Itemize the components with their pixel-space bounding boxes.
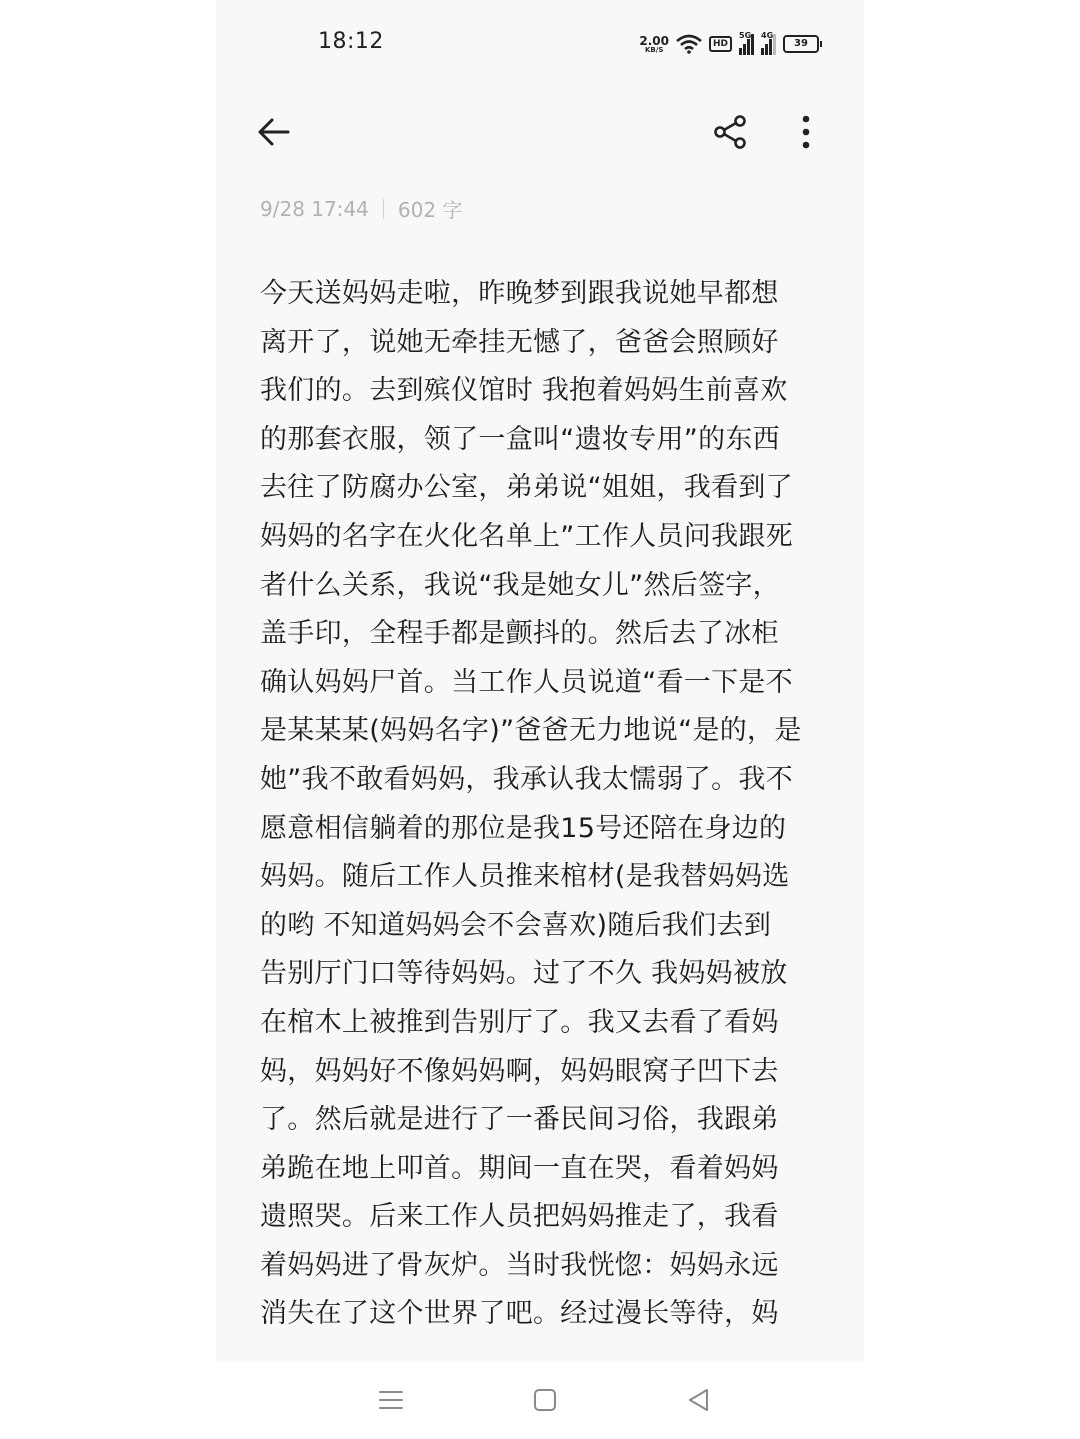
- wifi-icon: [676, 34, 702, 54]
- note-line: 离开了，说她无牵挂无憾了，爸爸会照顾好: [260, 326, 779, 358]
- note-line: 的那套衣服，领了一盒叫“遗妆专用”的东西: [260, 423, 780, 455]
- more-button[interactable]: [794, 113, 818, 151]
- note-line: 她”我不敢看妈妈，我承认我太懦弱了。我不: [260, 763, 793, 795]
- phone-screen: [216, 0, 864, 1361]
- nav-back-button[interactable]: [684, 1385, 714, 1415]
- note-line: 消失在了这个世界了吧。经过漫长等待，妈: [260, 1298, 779, 1330]
- note-line: 弟跪在地上叩首。期间一直在哭，看着妈妈: [260, 1152, 779, 1184]
- battery-icon: [783, 35, 822, 53]
- navigation-bar: [216, 1361, 864, 1439]
- note-line: 确认妈妈尸首。当工作人员说道“看一下是不: [260, 666, 793, 698]
- note-line: 妈妈。随后工作人员推来棺材(是我替妈妈选: [260, 861, 790, 893]
- note-date: 9/28 17:44: [260, 196, 369, 221]
- home-button[interactable]: [530, 1385, 560, 1415]
- net-speed-indicator: [639, 35, 669, 54]
- meta-divider: [383, 199, 384, 219]
- note-line: 是某某某(妈妈名字)”爸爸无力地说“是的，是: [260, 715, 802, 747]
- hd-icon: HD: [709, 36, 732, 52]
- status-time: 18:12: [318, 29, 384, 54]
- back-triangle-icon: [684, 1385, 714, 1415]
- note-line: 去往了防腐办公室，弟弟说“姐姐，我看到了: [260, 472, 793, 504]
- home-icon: [530, 1385, 560, 1415]
- note-line: 着妈妈进了骨灰炉。当时我恍惚：妈妈永远: [260, 1249, 779, 1281]
- note-line: 我们的。去到殡仪馆时 我抱着妈妈生前喜欢: [260, 375, 788, 407]
- note-line: 遗照哭。后来工作人员把妈妈推走了，我看: [260, 1201, 779, 1233]
- note-line: 在棺木上被推到告别厅了。我又去看了看妈: [260, 1006, 779, 1038]
- word-count: 602 字: [397, 198, 463, 222]
- note-body[interactable]: [260, 270, 830, 1339]
- note-line: 盖手印，全程手都是颤抖的。然后去了冰柜: [260, 618, 779, 650]
- note-line: 者什么关系，我说“我是她女儿”然后签字，: [260, 569, 780, 601]
- recent-apps-button[interactable]: [376, 1385, 406, 1415]
- more-vertical-icon: [794, 113, 818, 151]
- back-button[interactable]: [254, 112, 294, 152]
- battery-level: 39: [783, 35, 819, 53]
- status-icons: [639, 30, 822, 58]
- signal-4g-label: 4G: [761, 31, 774, 40]
- note-meta: [260, 194, 462, 223]
- share-button[interactable]: [712, 113, 750, 151]
- signal-4g-icon: [761, 33, 776, 55]
- arrow-left-icon: [254, 112, 294, 152]
- signal-5g-label: 5G: [739, 31, 752, 40]
- note-line: 妈妈的名字在火化名单上”工作人员问我跟死: [260, 520, 793, 552]
- note-line: 了。然后就是进行了一番民间习俗，我跟弟: [260, 1104, 779, 1136]
- net-speed-value: 2.00: [639, 33, 669, 48]
- note-line: 告别厅门口等待妈妈。过了不久 我妈妈被放: [260, 958, 788, 990]
- note-line: 妈，妈妈好不像妈妈啊，妈妈眼窝子凹下去: [260, 1055, 779, 1087]
- note-line: 愿意相信躺着的那位是我15号还陪在身边的: [260, 812, 787, 844]
- signal-5g-icon: [739, 33, 754, 55]
- menu-icon: [376, 1385, 406, 1415]
- share-icon: [712, 113, 750, 151]
- note-line: 的哟 不知道妈妈会不会喜欢)随后我们去到: [260, 909, 772, 941]
- note-line: 今天送妈妈走啦，昨晚梦到跟我说她早都想: [260, 278, 779, 309]
- net-speed-unit: KB/S: [645, 45, 664, 54]
